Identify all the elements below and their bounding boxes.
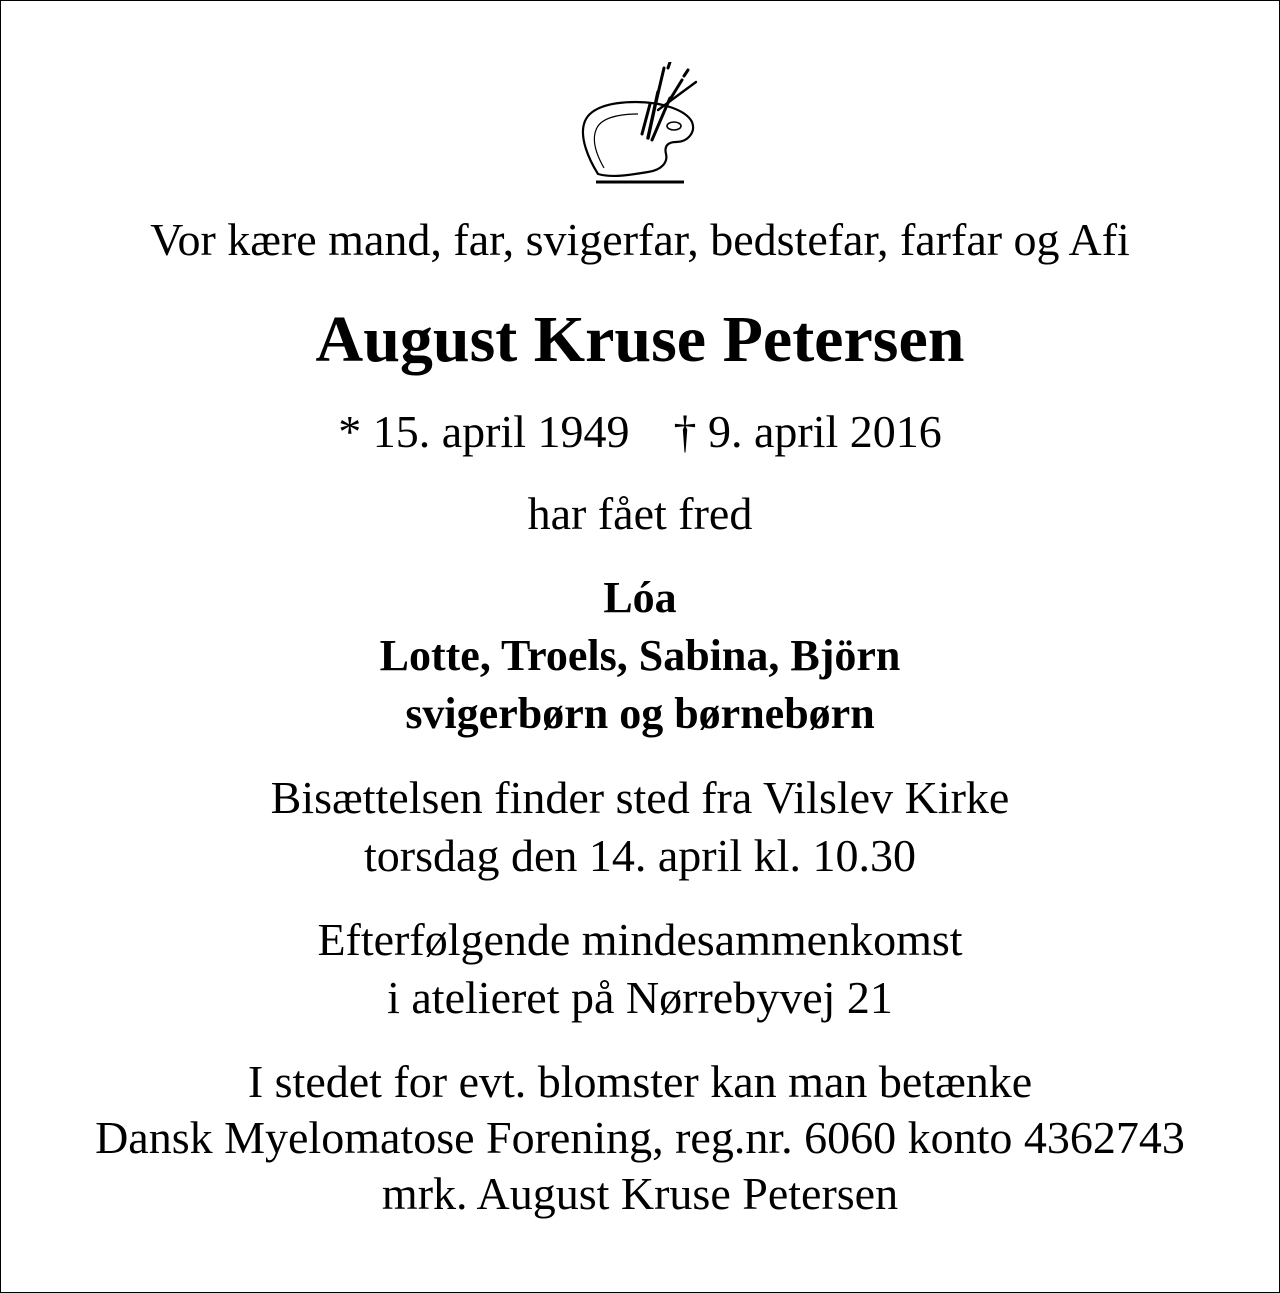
family-line-2: Lotte, Troels, Sabina, Björn: [379, 631, 901, 680]
donation-line-3: mrk. August Kruse Petersen: [381, 1168, 899, 1219]
family-line-1: Lóa: [603, 573, 677, 622]
donation-line-1: I stedet for evt. blomster kan man betænke: [247, 1056, 1033, 1107]
death-date: † 9. april 2016: [673, 406, 942, 457]
funeral-line-1: Bisættelsen finder sted fra Vilslev Kirke: [270, 772, 1010, 823]
peace-text: har fået fred: [527, 488, 753, 539]
palette-brushes-icon: [578, 62, 702, 186]
life-dates: [0, 404, 1280, 460]
deceased-name: August Kruse Petersen: [315, 303, 965, 376]
family-line-3: svigerbørn og børnebørn: [405, 689, 875, 738]
funeral-line-2: torsdag den 14. april kl. 10.30: [364, 830, 916, 881]
birth-date: * 15. april 1949: [338, 406, 630, 457]
donation-line-2: Dansk Myelomatose Forening, reg.nr. 6060 konto 4362743: [95, 1112, 1185, 1163]
gathering-line-2: i atelieret på Nørrebyvej 21: [387, 972, 893, 1023]
intro-text: Vor kære mand, far, svigerfar, bedstefar, farfar og Afi: [150, 214, 1130, 265]
gathering-line-1: Efterfølgende mindesammenkomst: [317, 914, 963, 965]
